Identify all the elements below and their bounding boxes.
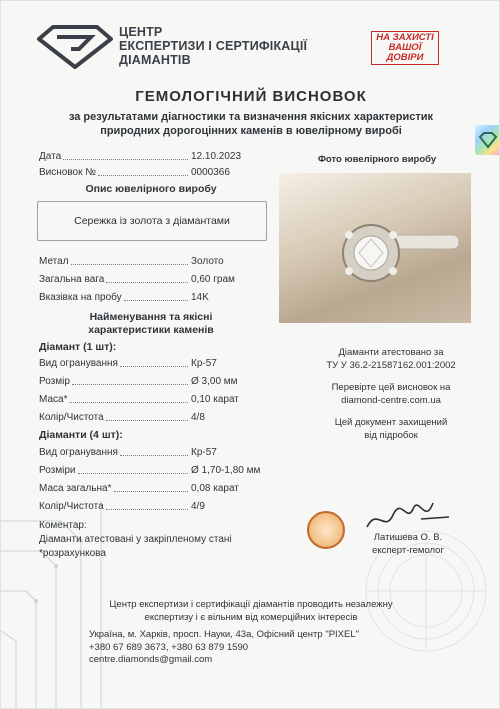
contact-phones[interactable]: +380 67 689 3673, +380 63 879 1590: [89, 641, 249, 653]
diamond1-cut-row: [39, 358, 269, 369]
dotted-leader: [120, 455, 188, 456]
dotted-leader: [78, 473, 188, 474]
diamonds4-cut-row: [39, 447, 269, 458]
slogan-line3: ДОВІРИ: [386, 52, 424, 63]
hologram-icon: [475, 125, 500, 155]
dotted-leader: [124, 300, 188, 301]
color-clarity-label: Колір/Чистота: [39, 412, 104, 423]
verify-link[interactable]: diamond-centre.com.ua: [341, 395, 441, 406]
weight-label: Загальна вага: [39, 274, 105, 285]
stones-title: [31, 311, 271, 337]
date-label: Дата: [39, 151, 62, 162]
diamonds4-mass-row: [39, 483, 269, 494]
size-value: Ø 3,00 мм: [191, 376, 238, 387]
background-decoration-left: [1, 481, 121, 709]
logo-icon: [35, 25, 113, 69]
gold-seal-icon: [307, 511, 345, 549]
document-subtitle: [31, 110, 471, 138]
dotted-leader: [106, 509, 188, 510]
assay-row: [39, 292, 269, 303]
expert-role: експерт-гемолог: [372, 545, 444, 556]
cut-label: Вид огранування: [39, 358, 118, 369]
dotted-leader: [72, 384, 188, 385]
cut-label: Вид огранування: [39, 447, 118, 458]
number-row: [39, 167, 269, 178]
dotted-leader: [106, 420, 188, 421]
size-value: Ø 1,70-1,80 мм: [191, 465, 261, 476]
org-name: [119, 25, 329, 67]
jewelry-photo: [279, 173, 471, 323]
footer-line1: Центр експертизи і сертифікації діамантів проводить незалежну: [109, 599, 393, 610]
date-row: [39, 151, 269, 162]
dotted-leader: [120, 366, 188, 367]
dotted-leader: [71, 264, 188, 265]
mass-value: 0,08 карат: [191, 483, 239, 494]
assay-value: 14K: [191, 292, 209, 303]
contact-block: [89, 629, 419, 667]
org-name-line3: ДІАМАНТІВ: [119, 53, 191, 67]
org-name-line2: ЕКСПЕРТИЗИ І СЕРТИФІКАЦІЇ: [119, 39, 308, 53]
color-clarity-label: Колір/Чистота: [39, 501, 104, 512]
slogan-line2: ВАШОЇ: [388, 42, 422, 53]
subtitle-line2: природних дорогоцінних каменів в ювелірному виробі: [100, 125, 402, 137]
subtitle-line1: за результатами діагностики та визначення якісних характеристик: [68, 111, 434, 123]
verify-note: [291, 381, 491, 407]
color-clarity-value: 4/8: [191, 412, 205, 423]
mass-value: 0,10 карат: [191, 394, 239, 405]
cut-value: Кр-57: [191, 358, 217, 369]
slogan-stamp-box: [371, 31, 438, 65]
expert-block: [353, 531, 463, 557]
mass-label: Маса загальна*: [39, 483, 112, 494]
diamond1-size-row: [39, 376, 269, 387]
expert-name: Латишева О. В.: [373, 532, 443, 543]
stones-title-line2: характеристики каменів: [88, 324, 214, 336]
contact-email[interactable]: centre.diamonds@gmail.com: [89, 654, 213, 665]
diamonds4-title: Діаманти (4 шт):: [39, 429, 123, 441]
footer-line2: експертизу і є вільним від комерційних інтересів: [144, 612, 358, 623]
number-label: Висновок №: [39, 167, 96, 178]
org-name-line1: ЦЕНТР: [119, 25, 163, 39]
certified-line1: Діаманти атестовано за: [338, 347, 444, 358]
weight-value: 0,60 грам: [191, 274, 235, 285]
metal-value: Золото: [191, 256, 224, 267]
cut-value: Кр-57: [191, 447, 217, 458]
protect-line1: Цей документ захищений: [334, 417, 448, 428]
size-label: Розміри: [39, 465, 76, 476]
protect-line2: від підробок: [364, 430, 418, 441]
metal-row: [39, 256, 269, 267]
diamond1-title: Діамант (1 шт):: [39, 341, 117, 353]
weight-row: [39, 274, 269, 285]
earring-image: [279, 173, 471, 323]
diamond1-mass-row: [39, 394, 269, 405]
slogan-stamp: [363, 31, 447, 65]
comment-line1: Діаманти атестовані у закріпленому стані: [39, 534, 232, 545]
item-description-title: Опис ювелірного виробу: [85, 183, 217, 195]
date-value: 12.10.2023: [191, 151, 242, 162]
color-clarity-value: 4/9: [191, 501, 205, 512]
metal-label: Метал: [39, 256, 69, 267]
slogan-line1: НА ЗАХИСТІ: [376, 32, 434, 43]
stones-title-line1: Найменування та якісні: [89, 311, 213, 323]
verify-line1: Перевірте цей висновок на: [331, 382, 451, 393]
protection-note: [291, 416, 491, 442]
dotted-leader: [98, 175, 188, 176]
mass-label: Маса*: [39, 394, 68, 405]
number-value: 0000366: [191, 167, 230, 178]
dotted-leader: [69, 402, 188, 403]
dotted-leader: [114, 491, 189, 492]
diamonds4-size-row: [39, 465, 269, 476]
footer-statement: [81, 598, 421, 624]
certified-line2: ТУ У 36.2-21587162.001:2002: [326, 360, 456, 371]
certification-note: [291, 346, 491, 372]
photo-label: Фото ювелірного виробу: [317, 154, 437, 165]
size-label: Розмір: [39, 376, 70, 387]
diamonds4-color-row: [39, 501, 269, 512]
dotted-leader: [63, 159, 188, 160]
contact-address: Україна, м. Харків, просп. Науки, 43а, Офісний центр "PIXEL": [89, 629, 360, 640]
comment-block: [39, 519, 232, 561]
comment-label: Коментар:: [39, 520, 87, 531]
document-title: ГЕМОЛОГІЧНИЙ ВИСНОВОК: [135, 88, 367, 105]
item-description: Сережка із золота з діамантами: [74, 215, 230, 227]
comment-line2: *розрахункова: [39, 548, 106, 559]
dotted-leader: [106, 282, 188, 283]
item-description-box: [37, 201, 267, 241]
diamond1-color-row: [39, 412, 269, 423]
assay-label: Вказівка на пробу: [39, 292, 122, 303]
